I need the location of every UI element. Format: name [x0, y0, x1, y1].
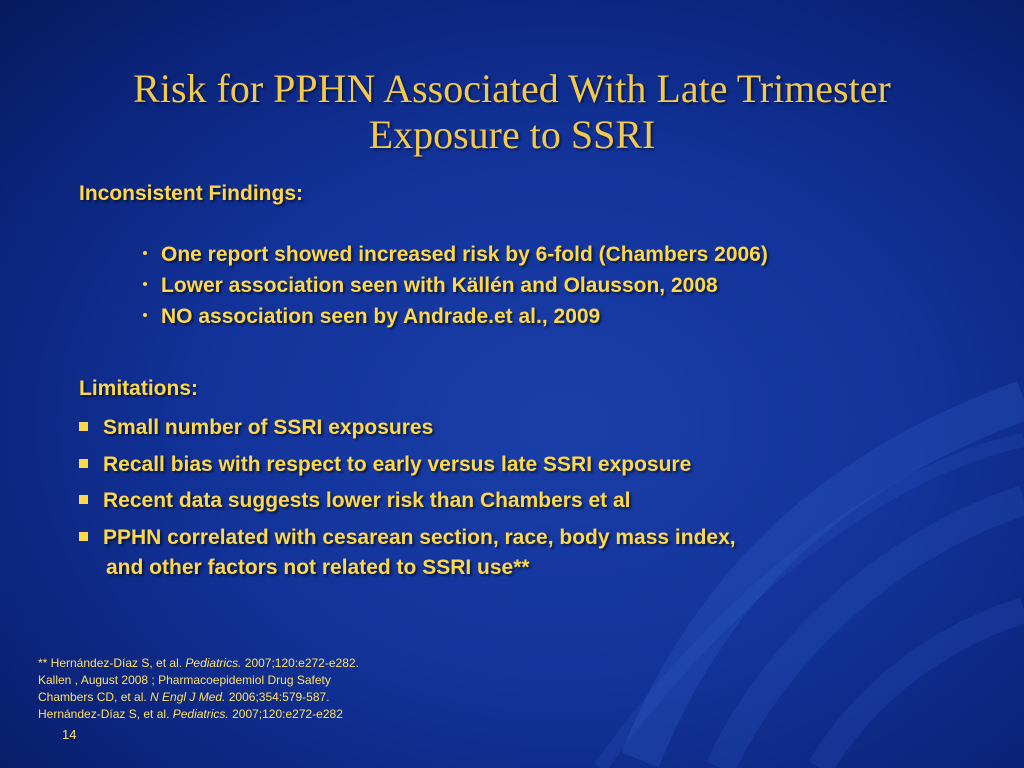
references — [38, 655, 359, 723]
page-number: 14 — [62, 727, 77, 742]
title-line-2: Exposure to SSRI — [368, 112, 656, 157]
title-line-1: Risk for PPHN Associated With Late Trimester — [133, 66, 891, 111]
finding-text: One report showed increased risk by 6-fold (Chambers 2006) — [161, 243, 768, 266]
limitation-item — [79, 489, 631, 513]
slide-title — [60, 66, 964, 158]
bullet-square-icon — [79, 459, 88, 468]
bullet-square-icon — [79, 422, 88, 431]
finding-item — [143, 305, 600, 329]
limitation-item — [79, 416, 433, 440]
bullet-dot-icon — [143, 313, 147, 317]
reference-line: ** Hernández-Díaz S, et al. Pediatrics. 2007;120:e272-e282. — [38, 656, 359, 670]
finding-item — [143, 243, 768, 267]
bullet-dot-icon — [143, 251, 147, 255]
bullet-square-icon — [79, 532, 88, 541]
limitation-item — [79, 526, 736, 550]
bullet-dot-icon — [143, 282, 147, 286]
limitation-item — [79, 453, 691, 477]
reference-line: Hernández-Díaz S, et al. Pediatrics. 2007;120:e272-e282 — [38, 707, 343, 721]
limitation-text: Recent data suggests lower risk than Chambers et al — [103, 489, 631, 512]
limitation-text: PPHN correlated with cesarean section, race, body mass index, — [103, 526, 736, 549]
limitations-heading: Limitations: — [79, 377, 198, 400]
finding-text: Lower association seen with Källén and Olausson, 2008 — [161, 274, 718, 297]
limitation-text: Small number of SSRI exposures — [103, 416, 434, 439]
reference-line: Kallen , August 2008 ; Pharmacoepidemiol Drug Safety — [38, 673, 331, 687]
findings-heading: Inconsistent Findings: — [79, 182, 303, 205]
limitation-continuation: and other factors not related to SSRI use** — [106, 556, 530, 579]
limitation-text: Recall bias with respect to early versus late SSRI exposure — [103, 453, 692, 476]
finding-text: NO association seen by Andrade.et al., 2009 — [161, 305, 601, 328]
finding-item — [143, 274, 718, 298]
reference-line: Chambers CD, et al. N Engl J Med. 2006;354:579-587. — [38, 690, 330, 704]
bullet-square-icon — [79, 495, 88, 504]
